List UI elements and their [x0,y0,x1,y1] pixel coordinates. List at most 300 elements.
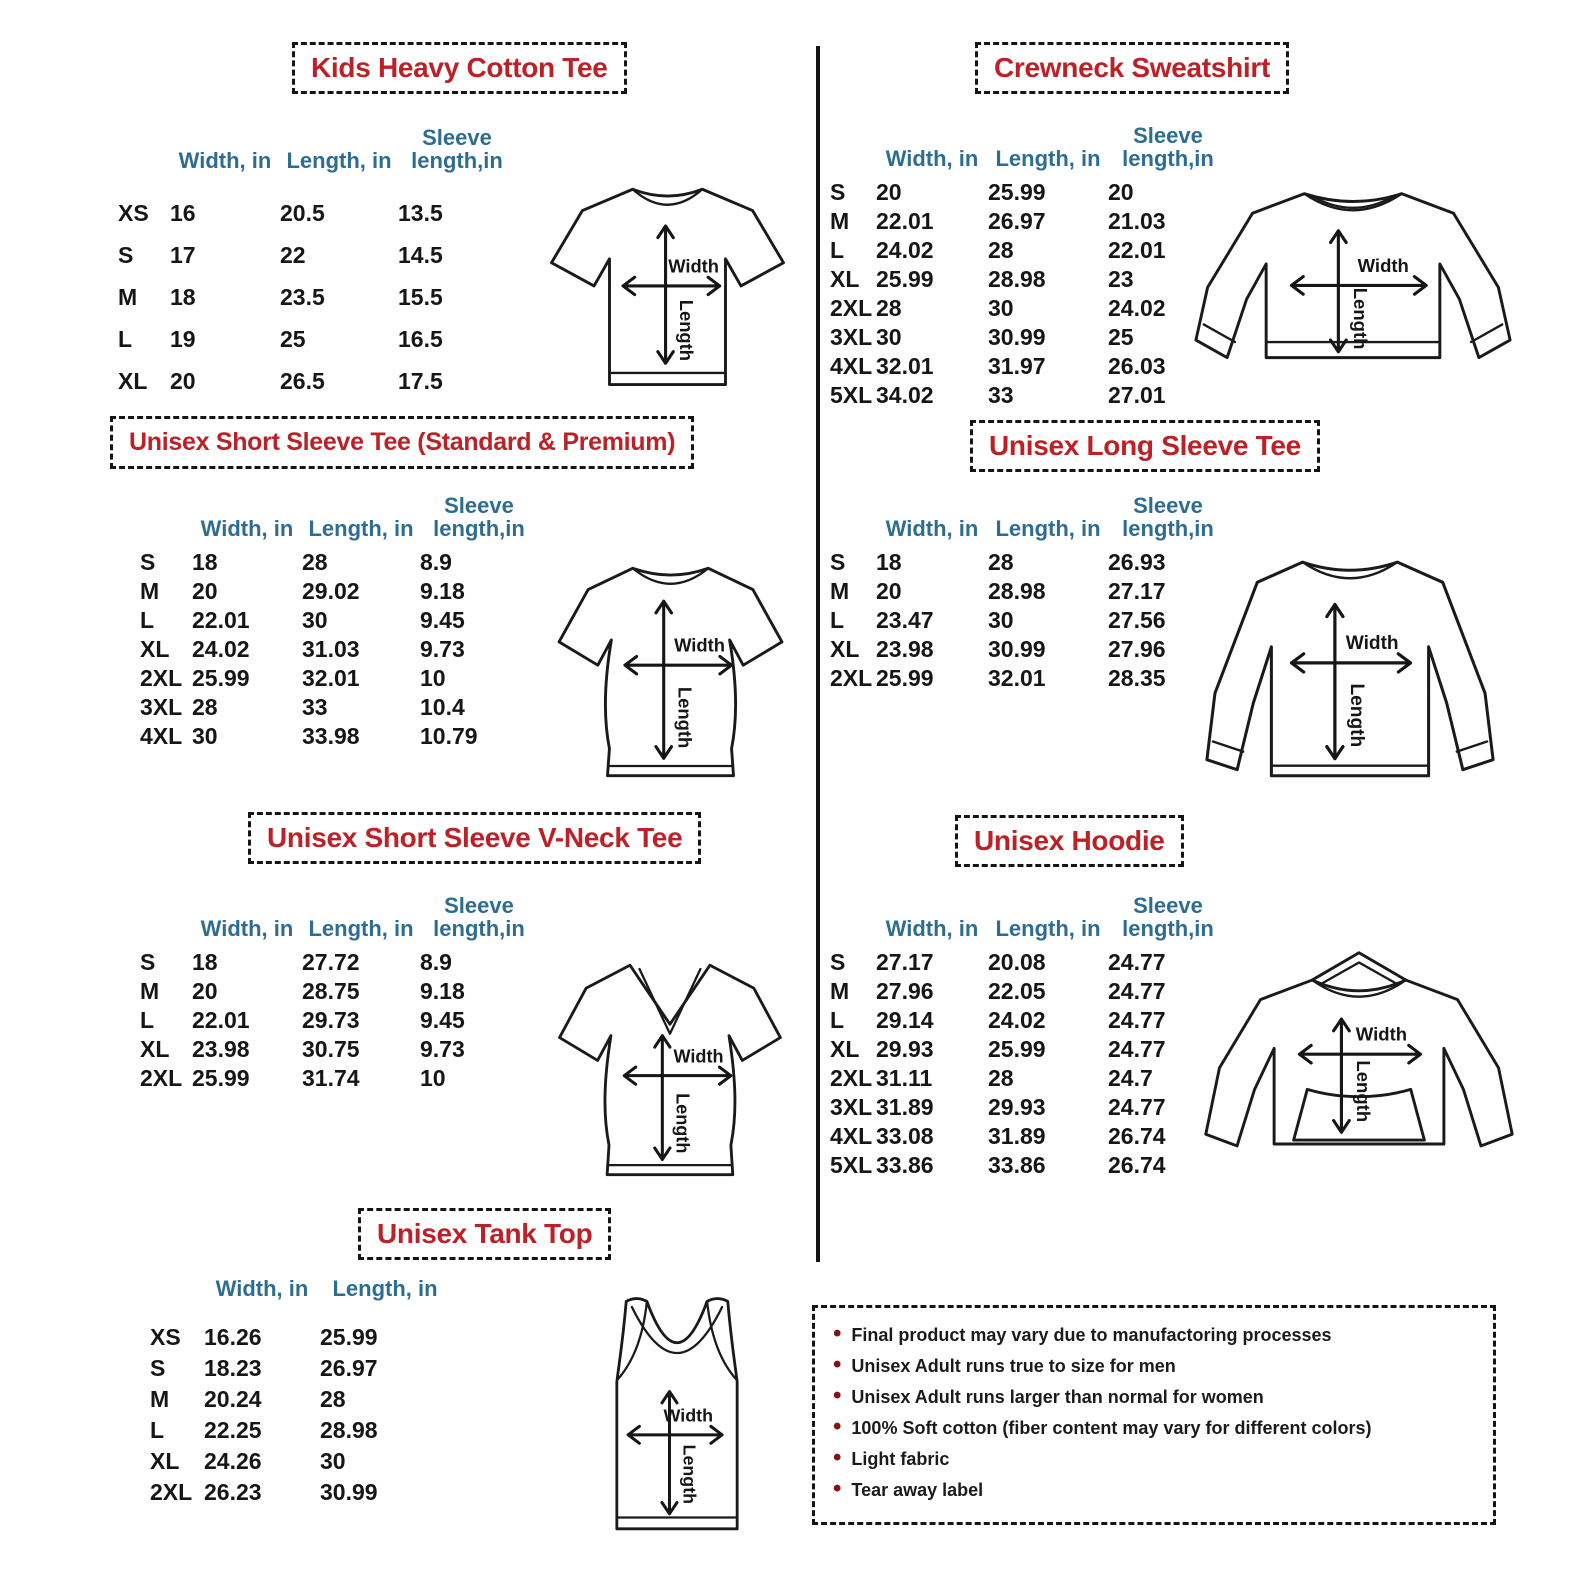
size-value: 20 [876,179,902,205]
table-row [140,1006,538,1035]
size-value: 22.05 [988,978,1046,1004]
size-value: 20.08 [988,949,1046,975]
table-body [150,1322,450,1508]
size-value: 33.86 [876,1152,934,1178]
width-label: Width [1357,254,1409,276]
size-label: M [830,208,850,234]
size-label: 2XL [140,1065,183,1091]
bullet-icon: • [833,1444,842,1471]
size-value: 24.02 [192,636,250,662]
size-value: 23.47 [876,607,934,633]
size-value: 22.25 [204,1417,262,1444]
size-value: 18 [192,549,218,575]
length-label: Length [676,299,698,361]
size-value: 27.17 [876,949,934,975]
note-line [833,1415,1475,1446]
column-header-width: Width, in [885,145,979,171]
width-arrow [625,656,732,673]
size-value: 23 [1108,266,1134,292]
size-value: 31.89 [988,1123,1046,1149]
width-arrow [1292,654,1411,672]
size-value: 29.93 [876,1036,934,1062]
size-value: 27.17 [1108,578,1166,604]
size-label: 4XL [140,723,183,749]
size-value: 32.01 [876,353,934,379]
size-value: 21.03 [1108,208,1166,234]
size-value: 29.14 [876,1007,934,1033]
size-value: 8.9 [420,949,452,975]
table-row [140,977,538,1006]
standard-tee-size-table [140,478,538,751]
size-value: 18 [192,949,218,975]
size-value: 26.23 [204,1479,262,1506]
table-row [118,234,516,276]
note-text: 100% Soft cotton (fiber content may vary for different colors) [851,1418,1372,1438]
hood-outline [1312,953,1406,980]
bullet-icon: • [833,1320,842,1347]
table-row [140,548,538,577]
table-row [118,192,516,234]
table-body [140,948,538,1093]
size-value: 24.7 [1108,1065,1153,1091]
size-label: S [150,1355,166,1382]
table-row [830,977,1228,1006]
table-row [140,722,538,751]
width-label: Width [673,1046,724,1067]
table-row [830,606,1228,635]
size-value: 28 [988,549,1014,575]
table-row [140,1035,538,1064]
hood-inner-line [1321,962,1397,983]
size-value: 28 [192,694,218,720]
size-value: 25.99 [192,1065,250,1091]
size-value: 28.35 [1108,665,1166,691]
size-value: 33 [302,694,328,720]
size-value: 23.98 [876,636,934,662]
length-label: Length [679,1444,700,1505]
title-crewneck-sweatshirt [975,42,1289,94]
table-row [830,548,1228,577]
size-value: 15.5 [398,283,443,310]
table-row [140,948,538,977]
size-value: 25 [1108,324,1134,350]
bullet-icon: • [833,1351,842,1378]
title-unisex-tank-top [358,1208,611,1260]
size-label: XL [118,367,148,394]
table-row [150,1384,450,1415]
size-value: 24.77 [1108,978,1166,1004]
column-header-width: Width, in [200,515,294,541]
table-row [830,948,1228,977]
table-row [830,1064,1228,1093]
table-row [140,606,538,635]
size-label: XL [830,266,860,292]
size-value: 9.18 [420,978,465,1004]
table-header [150,1277,450,1300]
size-value: 26.97 [988,208,1046,234]
size-value: 9.73 [420,636,465,662]
note-line [833,1353,1475,1384]
table-row [830,1035,1228,1064]
width-label: Width [674,634,726,656]
title-unisex-short-sleeve-tee [110,416,694,469]
table-row [150,1415,450,1446]
length-arrow [1331,231,1347,352]
size-value: 27.72 [302,949,360,975]
section-title: Kids Heavy Cotton Tee [311,52,608,83]
size-label: S [830,179,846,205]
size-value: 10.79 [420,723,478,749]
table-row [140,693,538,722]
table-row [140,664,538,693]
section-title: Unisex Tank Top [377,1218,593,1249]
size-value: 20.5 [280,199,325,226]
size-value: 28 [988,1065,1014,1091]
table-row [830,1122,1228,1151]
size-label: S [118,241,134,268]
size-label: M [150,1386,170,1413]
size-label: L [118,325,133,352]
length-arrow [1334,1019,1350,1132]
size-label: 4XL [830,353,873,379]
size-value: 26.97 [320,1355,378,1382]
size-value: 32.01 [302,665,360,691]
size-value: 27.56 [1108,607,1166,633]
size-label: 3XL [830,324,873,350]
size-value: 27.96 [876,978,934,1004]
size-value: 24.02 [988,1007,1046,1033]
right-cuff-line [1457,742,1487,752]
size-label: S [140,549,156,575]
size-label: 3XL [830,1094,873,1120]
size-label: S [830,949,846,975]
size-value: 8.9 [420,549,452,575]
length-arrow [656,601,672,758]
size-value: 28.98 [320,1417,378,1444]
size-value: 26.74 [1108,1152,1166,1178]
size-value: 34.02 [876,382,934,408]
size-value: 28 [876,295,902,321]
section-title: Unisex Hoodie [974,825,1165,856]
length-arrow [658,226,673,363]
title-unisex-vneck-tee [248,812,701,864]
size-value: 25.99 [988,1036,1046,1062]
width-arrow [628,1426,722,1443]
length-label: Length [672,1093,693,1154]
bullet-icon: • [833,1382,842,1409]
column-header-length: Length, in [308,915,414,941]
hood-base-line [1312,980,1406,997]
width-arrow [624,1067,731,1084]
column-header-sleeve: Sleeve length,in [1122,892,1214,941]
note-text: Unisex Adult runs larger than normal for women [851,1387,1264,1407]
size-value: 30.99 [320,1479,378,1506]
size-label: 2XL [830,1065,873,1091]
size-label: XL [150,1448,180,1475]
width-label: Width [663,1405,713,1426]
title-kids-heavy-cotton-tee [292,42,627,94]
size-value: 31.03 [302,636,360,662]
table-row [118,276,516,318]
note-text: Tear away label [851,1480,984,1500]
size-label: XL [830,1036,860,1062]
size-value: 26.93 [1108,549,1166,575]
size-value: 24.77 [1108,1036,1166,1062]
size-value: 24.02 [1108,295,1166,321]
size-value: 20.24 [204,1386,262,1413]
table-row [830,265,1228,294]
size-value: 16 [170,199,196,226]
standard-tee-diagram [548,545,793,797]
size-value: 10 [420,1065,446,1091]
table-row [118,360,516,402]
size-value: 18.23 [204,1355,262,1382]
note-line [833,1446,1475,1477]
size-value: 28 [988,237,1014,263]
column-header-width: Width, in [885,915,979,941]
tank-top-diagram [583,1283,771,1581]
column-header-length: Length, in [995,145,1101,171]
kids-tee-diagram [540,168,795,400]
size-value: 28 [302,549,328,575]
length-label: Length [1353,1060,1375,1123]
table-row [830,1006,1228,1035]
size-label: L [150,1417,165,1444]
size-value: 31.74 [302,1065,360,1091]
size-value: 31.89 [876,1094,934,1120]
size-value: 30 [302,607,328,633]
hoodie-diagram [1198,938,1520,1188]
size-value: 28.75 [302,978,360,1004]
table-row [830,381,1228,410]
size-value: 17.5 [398,367,443,394]
size-value: 22.01 [1108,237,1166,263]
section-title: Unisex Long Sleeve Tee [989,430,1301,461]
size-value: 18 [876,549,902,575]
right-cuff-line [1471,324,1502,342]
tee-outline [559,568,782,775]
size-value: 23.98 [192,1036,250,1062]
bullet-icon: • [833,1475,842,1502]
hoodie-size-table [830,878,1228,1180]
size-value: 33.98 [302,723,360,749]
column-header-length: Length, in [308,515,414,541]
size-value: 13.5 [398,199,443,226]
section-title: Unisex Short Sleeve V-Neck Tee [267,822,683,853]
width-arrow [623,277,720,294]
length-label: Length [674,686,696,749]
long-sleeve-diagram [1185,542,1515,804]
left-cuff-line [1213,742,1243,752]
column-header-width: Width, in [885,515,979,541]
width-label: Width [1345,632,1399,654]
table-row [118,318,516,360]
table-header [830,878,1228,940]
table-header [140,878,538,940]
column-header-sleeve: Sleeve length,in [433,492,525,541]
left-cuff-line [1204,324,1235,342]
size-value: 30 [988,607,1014,633]
size-value: 30 [876,324,902,350]
size-label: XS [118,199,149,226]
size-value: 31.97 [988,353,1046,379]
size-label: L [830,1007,845,1033]
column-header-length: Length, in [286,147,392,173]
size-value: 24.77 [1108,1007,1166,1033]
size-value: 24.77 [1108,1094,1166,1120]
kids-tee-size-table [118,110,516,402]
size-value: 30.99 [988,324,1046,350]
width-label: Width [668,255,720,277]
size-value: 26.03 [1108,353,1166,379]
size-label: XS [150,1324,181,1351]
column-header-sleeve: Sleeve length,in [433,892,525,941]
size-label: M [118,283,138,310]
length-label: Length [1346,683,1368,748]
note-text: Light fabric [851,1449,950,1469]
size-value: 25.99 [192,665,250,691]
size-label: L [830,607,845,633]
column-header-sleeve: Sleeve length,in [1122,122,1214,171]
size-value: 23.5 [280,283,325,310]
table-row [150,1322,450,1353]
size-label: 2XL [830,665,873,691]
length-arrow [1327,604,1343,758]
size-value: 29.93 [988,1094,1046,1120]
size-label: M [140,578,160,604]
size-value: 10 [420,665,446,691]
note-text: Unisex Adult runs true to size for men [851,1356,1176,1376]
column-header-sleeve: Sleeve length,in [411,124,503,173]
size-value: 9.45 [420,1007,465,1033]
table-body [830,178,1228,410]
table-row [140,577,538,606]
size-value: 31.11 [876,1065,933,1091]
title-unisex-long-sleeve-tee [970,420,1320,472]
section-title: Unisex Short Sleeve Tee (Standard & Premium) [129,428,676,456]
size-label: M [830,978,850,1004]
size-value: 30.75 [302,1036,360,1062]
table-body [140,548,538,751]
column-header-width: Width, in [215,1276,309,1301]
table-row [830,1151,1228,1180]
size-value: 24.02 [876,237,934,263]
size-label: XL [140,1036,170,1062]
note-text: Final product may vary due to manufactoring processes [851,1325,1332,1345]
bullet-icon: • [833,1413,842,1440]
size-label: 2XL [150,1479,193,1506]
note-line [833,1477,1475,1508]
size-value: 29.02 [302,578,360,604]
size-label: M [830,578,850,604]
size-value: 30.99 [988,636,1046,662]
column-header-length: Length, in [332,1276,438,1301]
size-value: 9.18 [420,578,465,604]
long-sleeve-size-table [830,478,1228,693]
column-header-length: Length, in [995,515,1101,541]
size-label: S [140,949,156,975]
size-value: 29.73 [302,1007,360,1033]
table-row [830,323,1228,352]
table-header [118,110,516,172]
length-label: Length [1349,287,1371,350]
vneck-tee-diagram [550,938,788,1200]
size-label: 5XL [830,1152,873,1178]
size-value: 32.01 [988,665,1046,691]
section-title: Crewneck Sweatshirt [994,52,1270,83]
column-divider-line [816,46,820,1262]
size-value: 33 [988,382,1014,408]
size-value: 14.5 [398,241,443,268]
crewneck-diagram [1192,170,1514,395]
size-label: L [830,237,845,263]
size-value: 28 [320,1386,346,1413]
size-value: 20 [192,978,218,1004]
size-value: 25.99 [876,665,934,691]
size-value: 25.99 [876,266,934,292]
table-row [830,236,1228,265]
size-label: M [140,978,160,1004]
size-value: 24.26 [204,1448,262,1475]
table-row [140,635,538,664]
size-value: 9.73 [420,1036,465,1062]
table-row [140,1064,538,1093]
size-label: L [140,607,155,633]
table-row [830,207,1228,236]
size-value: 20 [1108,179,1134,205]
size-value: 17 [170,241,196,268]
size-value: 20 [192,578,218,604]
tee-outline [560,965,781,1174]
column-header-length: Length, in [995,915,1101,941]
size-value: 10.4 [420,694,465,720]
size-value: 22.01 [192,1007,250,1033]
size-value: 19 [170,325,196,352]
table-header [830,478,1228,540]
table-body [830,948,1228,1180]
size-value: 27.01 [1108,382,1166,408]
size-value: 16.5 [398,325,443,352]
title-unisex-hoodie [955,815,1184,867]
tank-top-size-table [150,1277,450,1508]
table-body [830,548,1228,693]
size-value: 27.96 [1108,636,1166,662]
size-value: 33.86 [988,1152,1046,1178]
size-label: 4XL [830,1123,873,1149]
size-label: L [140,1007,155,1033]
size-label: XL [830,636,860,662]
table-header [830,108,1228,170]
note-line [833,1384,1475,1415]
size-value: 16.26 [204,1324,262,1351]
table-row [830,1093,1228,1122]
column-header-sleeve: Sleeve length,in [1122,492,1214,541]
size-value: 20 [876,578,902,604]
table-row [150,1446,450,1477]
size-value: 24.77 [1108,949,1166,975]
column-header-width: Width, in [200,915,294,941]
size-value: 22 [280,241,306,268]
table-row [830,664,1228,693]
column-header-width: Width, in [178,147,272,173]
size-label: 2XL [830,295,873,321]
size-value: 18 [170,283,196,310]
size-value: 9.45 [420,607,465,633]
table-row [830,352,1228,381]
size-value: 33.08 [876,1123,934,1149]
table-body [118,192,516,402]
size-value: 28.98 [988,578,1046,604]
